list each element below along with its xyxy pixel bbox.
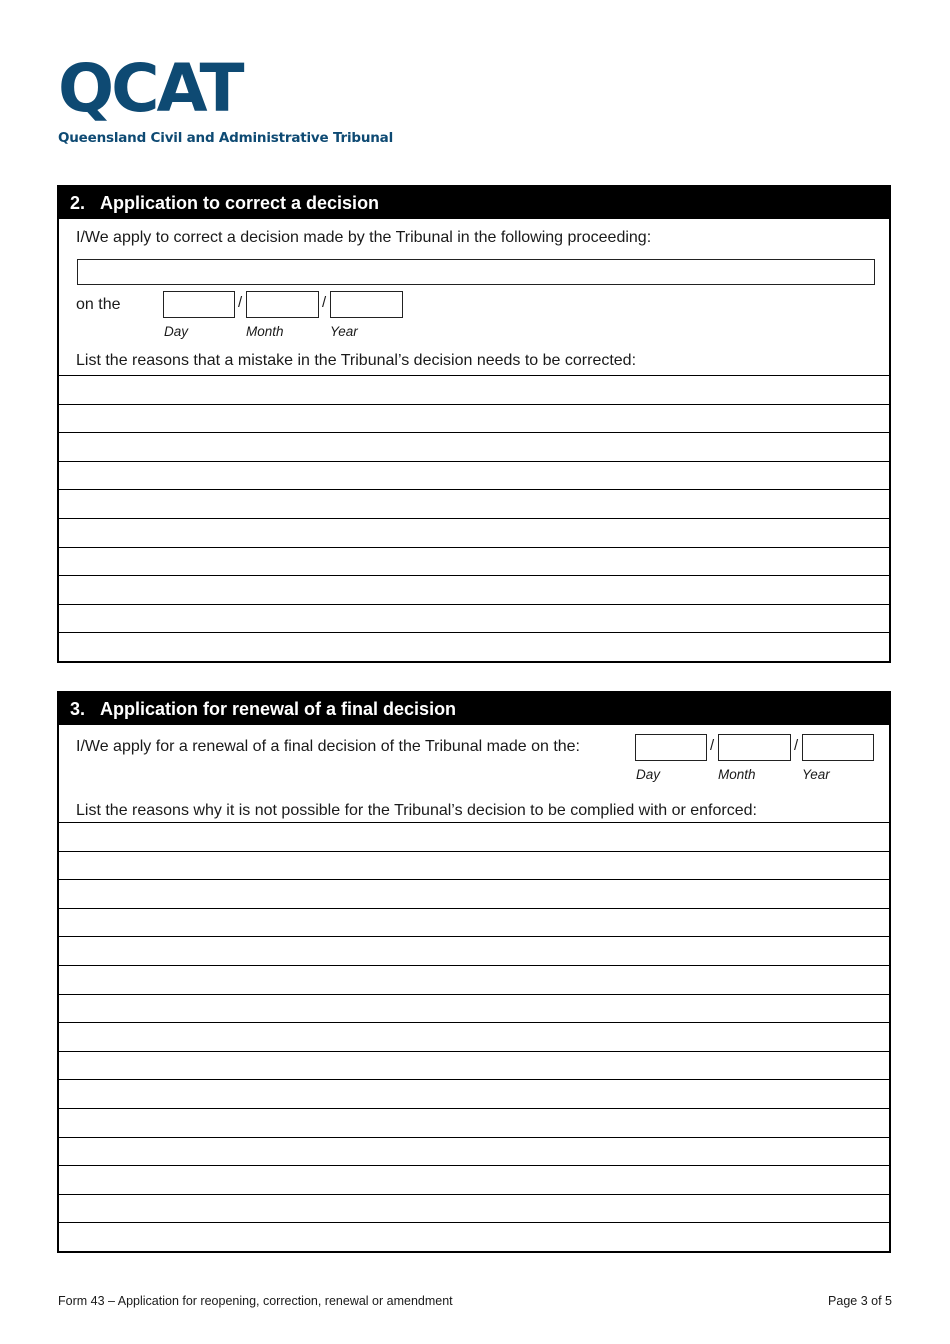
qcat-logo xyxy=(58,50,394,146)
year-caption: Year xyxy=(802,767,830,782)
reason-line[interactable] xyxy=(59,632,889,661)
year-caption: Year xyxy=(330,324,358,339)
reason-line[interactable] xyxy=(59,1108,889,1137)
reason-line[interactable] xyxy=(59,432,889,461)
renewal-year-input[interactable] xyxy=(802,734,874,761)
section-3-reasons-prompt: List the reasons why it is not possible for the Tribunal’s decision to be complied with or enforced: xyxy=(76,802,757,819)
reason-line[interactable] xyxy=(59,489,889,518)
section-renewal-decision xyxy=(57,691,891,1253)
month-caption: Month xyxy=(718,767,756,782)
correction-day-input[interactable] xyxy=(163,291,235,318)
section-2-intro: I/We apply to correct a decision made by the Tribunal in the following proceeding: xyxy=(76,229,652,246)
reason-line[interactable] xyxy=(59,1051,889,1080)
section-2-reasons-prompt: List the reasons that a mistake in the Tribunal’s decision needs to be corrected: xyxy=(76,352,637,369)
proceeding-input[interactable] xyxy=(77,259,875,285)
reason-line[interactable] xyxy=(59,1165,889,1194)
date-separator: / xyxy=(794,737,799,754)
section-3-intro: I/We apply for a renewal of a final decision of the Tribunal made on the: xyxy=(76,738,580,755)
correction-month-input[interactable] xyxy=(246,291,319,318)
logo-subtitle: Queensland Civil and Administrative Tribunal xyxy=(58,130,394,146)
reason-line[interactable] xyxy=(59,879,889,908)
reason-line[interactable] xyxy=(59,1222,889,1251)
reason-line[interactable] xyxy=(59,604,889,633)
reason-line[interactable] xyxy=(59,518,889,547)
section-3-header xyxy=(59,693,889,725)
month-caption: Month xyxy=(246,324,284,339)
correction-year-input[interactable] xyxy=(330,291,403,318)
footer-form-name: Form 43 – Application for reopening, correction, renewal or amendment xyxy=(58,1294,453,1308)
reasons-lines xyxy=(59,375,889,661)
section-3-title: Application for renewal of a final decision xyxy=(100,699,457,719)
day-caption: Day xyxy=(164,324,189,339)
reason-line[interactable] xyxy=(59,965,889,994)
section-2-number: 2. xyxy=(70,193,86,213)
section-correct-decision xyxy=(57,185,891,663)
reason-line[interactable] xyxy=(59,547,889,576)
date-separator: / xyxy=(322,294,327,311)
date-separator: / xyxy=(710,737,715,754)
reasons-lines xyxy=(59,822,889,1251)
reason-line[interactable] xyxy=(59,375,889,404)
renewal-month-input[interactable] xyxy=(718,734,791,761)
footer-page-number: Page 3 of 5 xyxy=(828,1294,892,1308)
section-2-header xyxy=(59,187,889,219)
section-3-number: 3. xyxy=(70,699,86,719)
reason-line[interactable] xyxy=(59,994,889,1023)
reason-line[interactable] xyxy=(59,822,889,851)
reason-line[interactable] xyxy=(59,1137,889,1166)
renewal-day-input[interactable] xyxy=(635,734,707,761)
reason-line[interactable] xyxy=(59,936,889,965)
reason-line[interactable] xyxy=(59,461,889,490)
reason-line[interactable] xyxy=(59,1194,889,1223)
reason-line[interactable] xyxy=(59,1022,889,1051)
day-caption: Day xyxy=(636,767,661,782)
section-2-title: Application to correct a decision xyxy=(100,193,380,213)
reason-line[interactable] xyxy=(59,1079,889,1108)
reason-line[interactable] xyxy=(59,908,889,937)
reason-line[interactable] xyxy=(59,851,889,880)
reason-line[interactable] xyxy=(59,404,889,433)
date-separator: / xyxy=(238,294,243,311)
on-the-label: on the xyxy=(76,296,121,313)
logo-mark: QCAT xyxy=(58,50,242,127)
reason-line[interactable] xyxy=(59,575,889,604)
